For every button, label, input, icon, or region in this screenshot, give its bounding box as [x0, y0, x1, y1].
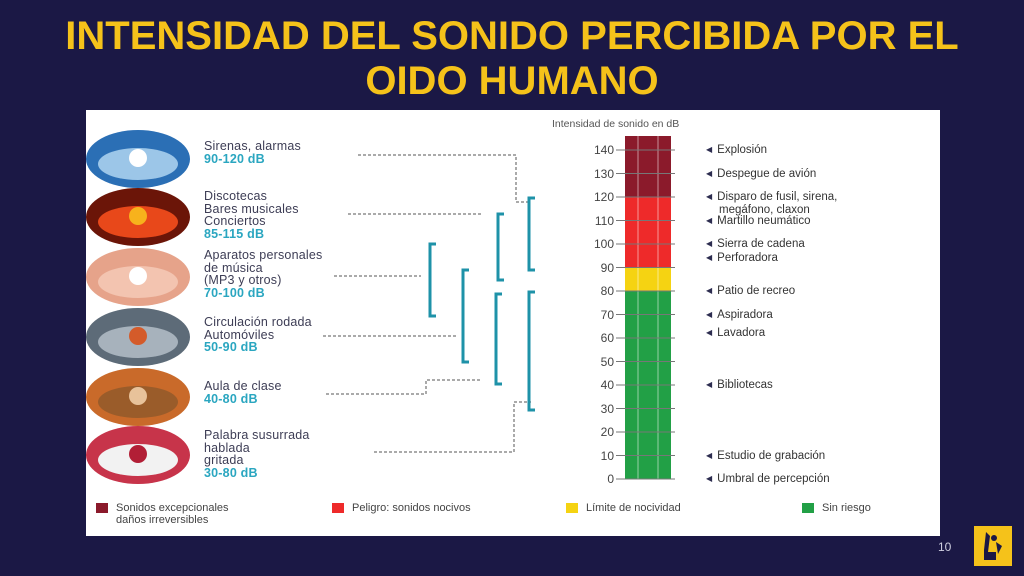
- source-label: Aparatos personales de música (MP3 y otros) 70-100 dB: [204, 248, 323, 300]
- legend-label: Sonidos excepcionales daños irreversibles: [116, 502, 229, 526]
- tick-label: 70: [600, 307, 614, 322]
- legend-swatch: [802, 503, 814, 513]
- scale-zone-0: [625, 136, 671, 197]
- legend-swatch: [566, 503, 578, 513]
- tick-label: 100: [593, 237, 614, 251]
- range-bracket-3: [463, 270, 469, 362]
- tick-label: 50: [600, 354, 614, 369]
- traffic-icon: [86, 308, 190, 366]
- tick-label: 0: [607, 472, 614, 486]
- range-bracket-5: [529, 292, 535, 410]
- tick-label: 130: [593, 166, 614, 181]
- legend-label: Peligro: sonidos nocivos: [352, 502, 471, 514]
- source-label: Aula de clase 40-80 dB: [204, 379, 282, 406]
- legend-label: Límite de nocividad: [586, 502, 681, 514]
- title-line-1: INTENSIDAD DEL SONIDO PERCIBIDA POR EL: [65, 14, 959, 58]
- tick-label: 90: [600, 260, 614, 275]
- leader-line-5: [374, 402, 531, 452]
- leader-line-0: [358, 155, 531, 202]
- legend-swatch: [332, 503, 344, 513]
- tick-label: 80: [600, 284, 614, 298]
- leader-line-4: [326, 380, 481, 394]
- example-label: ◀ Estudio de grabación: [706, 450, 825, 463]
- example-label: ◀ Patio de recreo: [706, 285, 795, 298]
- example-label: ◀ Despegue de avión: [706, 168, 816, 181]
- example-label: ◀ Lavadora: [706, 327, 765, 340]
- siren-icon: [86, 130, 190, 188]
- example-label: ◀ Martillo neumático: [706, 215, 810, 228]
- range-bracket-2: [430, 244, 436, 316]
- logo-icon: [974, 526, 1012, 566]
- tick-label: 30: [600, 401, 614, 416]
- concert-icon: [86, 188, 190, 246]
- sound-intensity-diagram: [86, 110, 940, 536]
- source-label: Circulación rodada Automóviles 50-90 dB: [204, 315, 312, 354]
- title-line-2: OIDO HUMANO: [365, 59, 659, 103]
- range-bracket-1: [498, 214, 504, 280]
- tick-label: 40: [600, 378, 614, 392]
- classroom-icon: [86, 368, 190, 426]
- tick-label: 20: [600, 425, 614, 439]
- tick-label: 110: [594, 213, 614, 228]
- source-label: Sirenas, alarmas 90-120 dB: [204, 139, 301, 166]
- tick-label: 140: [593, 143, 614, 157]
- example-label: ◀ Perforadora: [706, 252, 778, 265]
- legend-swatch: [96, 503, 108, 513]
- example-label: ◀ Umbral de percepción: [706, 473, 830, 486]
- range-bracket-4: [496, 294, 502, 384]
- page-number: 10: [938, 540, 952, 554]
- example-label: ◀ Aspiradora: [706, 309, 773, 322]
- example-label: ◀ Disparo de fusil, sirena, megáfono, claxon: [706, 191, 837, 216]
- slide-title: [0, 14, 1024, 104]
- source-label: Discotecas Bares musicales Conciertos 85-115 dB: [204, 189, 299, 241]
- example-label: ◀ Sierra de cadena: [706, 238, 805, 251]
- range-bracket-0: [529, 198, 535, 270]
- source-label: Palabra susurrada hablada gritada 30-80 dB: [204, 428, 310, 480]
- mouth-icon: [86, 426, 190, 484]
- tick-label: 10: [600, 448, 614, 463]
- legend-label: Sin riesgo: [822, 502, 871, 514]
- earphone-icon: [86, 248, 190, 306]
- tick-label: 60: [600, 331, 614, 345]
- example-label: ◀ Bibliotecas: [706, 379, 773, 392]
- axis-title: Intensidad de sonido en dB: [552, 118, 680, 130]
- scale-zone-1: [625, 197, 671, 268]
- tick-label: 120: [593, 190, 614, 204]
- scale-zone-2: [625, 268, 671, 292]
- example-label: ◀ Explosión: [706, 144, 767, 157]
